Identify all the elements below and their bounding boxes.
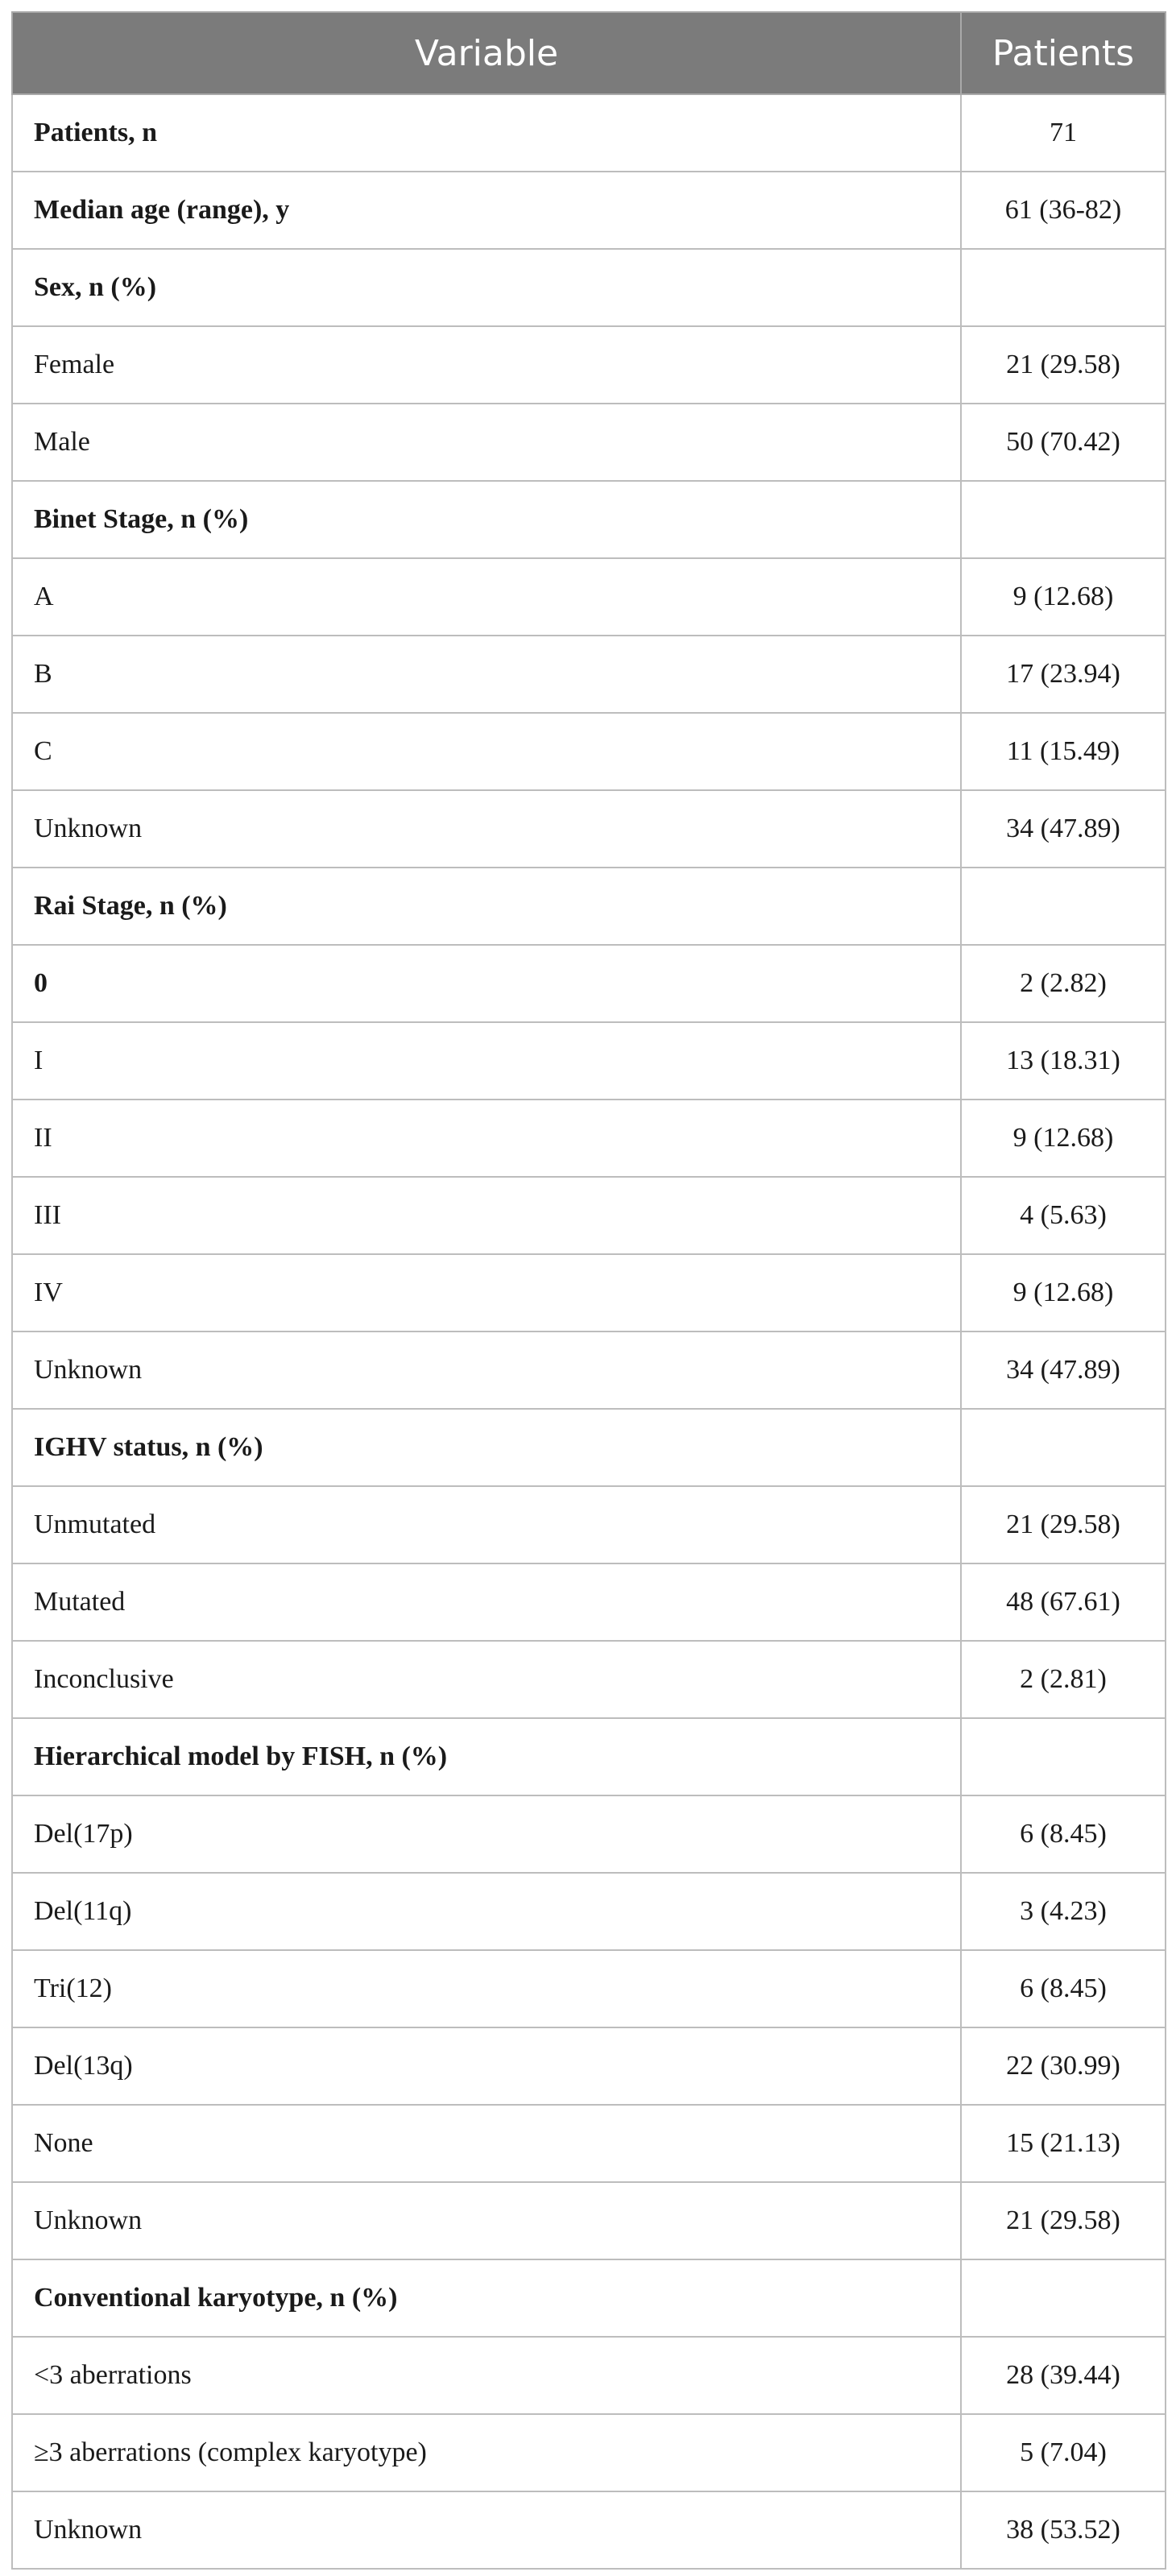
row-patients-cell [961, 868, 1166, 945]
row-patients-cell: 2 (2.81) [961, 1641, 1166, 1718]
table-row [12, 2027, 1166, 2105]
row-patients-cell: 9 (12.68) [961, 1100, 1166, 1177]
row-variable-cell: Unknown [12, 790, 961, 868]
table-row [12, 2105, 1166, 2182]
table-row [12, 326, 1166, 404]
row-patients-cell: 61 (36-82) [961, 172, 1166, 249]
patient-characteristics-table [11, 11, 1166, 2570]
table-row [12, 172, 1166, 249]
row-variable-cell: Conventional karyotype, n (%) [12, 2259, 961, 2337]
row-variable-cell: Unknown [12, 2182, 961, 2259]
row-patients-cell: 2 (2.82) [961, 945, 1166, 1022]
row-variable-cell: Tri(12) [12, 1950, 961, 2027]
row-patients-cell: 71 [961, 94, 1166, 172]
row-variable-cell: Hierarchical model by FISH, n (%) [12, 1718, 961, 1795]
row-patients-cell: 13 (18.31) [961, 1022, 1166, 1100]
table-row [12, 1873, 1166, 1950]
row-variable-cell: 0 [12, 945, 961, 1022]
row-variable-cell: II [12, 1100, 961, 1177]
row-patients-cell: 48 (67.61) [961, 1563, 1166, 1641]
header-patients: Patients [961, 12, 1166, 94]
row-variable-cell: Median age (range), y [12, 172, 961, 249]
patient-characteristics-table-container [11, 11, 1165, 2570]
table-row [12, 1177, 1166, 1254]
row-patients-cell: 4 (5.63) [961, 1177, 1166, 1254]
table-row [12, 1950, 1166, 2027]
row-variable-cell: Patients, n [12, 94, 961, 172]
table-row [12, 945, 1166, 1022]
row-variable-cell: Del(17p) [12, 1795, 961, 1873]
table-row [12, 636, 1166, 713]
row-patients-cell: 38 (53.52) [961, 2491, 1166, 2569]
table-row [12, 249, 1166, 326]
table-row [12, 1254, 1166, 1331]
table-row [12, 404, 1166, 481]
table-row [12, 790, 1166, 868]
table-row [12, 1022, 1166, 1100]
row-variable-cell: Unknown [12, 1331, 961, 1409]
row-variable-cell: Sex, n (%) [12, 249, 961, 326]
row-patients-cell: 21 (29.58) [961, 2182, 1166, 2259]
row-patients-cell: 21 (29.58) [961, 326, 1166, 404]
table-row [12, 1486, 1166, 1563]
row-variable-cell: Del(11q) [12, 1873, 961, 1950]
row-patients-cell: 22 (30.99) [961, 2027, 1166, 2105]
row-variable-cell: Binet Stage, n (%) [12, 481, 961, 558]
table-row [12, 558, 1166, 636]
table-row [12, 1563, 1166, 1641]
row-patients-cell [961, 481, 1166, 558]
row-patients-cell: 3 (4.23) [961, 1873, 1166, 1950]
row-variable-cell: Unmutated [12, 1486, 961, 1563]
row-variable-cell: IV [12, 1254, 961, 1331]
table-row [12, 868, 1166, 945]
row-variable-cell: Del(13q) [12, 2027, 961, 2105]
row-patients-cell: 34 (47.89) [961, 1331, 1166, 1409]
row-variable-cell: Rai Stage, n (%) [12, 868, 961, 945]
row-patients-cell: 15 (21.13) [961, 2105, 1166, 2182]
table-row [12, 1718, 1166, 1795]
row-patients-cell: 9 (12.68) [961, 558, 1166, 636]
row-patients-cell: 50 (70.42) [961, 404, 1166, 481]
row-variable-cell: I [12, 1022, 961, 1100]
row-patients-cell: 6 (8.45) [961, 1795, 1166, 1873]
header-variable: Variable [12, 12, 961, 94]
table-row [12, 94, 1166, 172]
header-row [12, 12, 1166, 94]
row-variable-cell: Unknown [12, 2491, 961, 2569]
row-variable-cell: Mutated [12, 1563, 961, 1641]
table-row [12, 2182, 1166, 2259]
row-patients-cell: 28 (39.44) [961, 2337, 1166, 2414]
row-patients-cell: 5 (7.04) [961, 2414, 1166, 2491]
row-variable-cell: C [12, 713, 961, 790]
row-patients-cell: 9 (12.68) [961, 1254, 1166, 1331]
row-patients-cell [961, 1718, 1166, 1795]
table-row [12, 1795, 1166, 1873]
row-variable-cell: None [12, 2105, 961, 2182]
row-variable-cell: A [12, 558, 961, 636]
table-row [12, 481, 1166, 558]
row-patients-cell: 6 (8.45) [961, 1950, 1166, 2027]
row-patients-cell: 11 (15.49) [961, 713, 1166, 790]
row-patients-cell: 34 (47.89) [961, 790, 1166, 868]
table-row [12, 2414, 1166, 2491]
row-variable-cell: III [12, 1177, 961, 1254]
table-row [12, 1641, 1166, 1718]
row-variable-cell: <3 aberrations [12, 2337, 961, 2414]
row-variable-cell: Female [12, 326, 961, 404]
row-patients-cell [961, 249, 1166, 326]
table-body [12, 94, 1166, 2569]
table-row [12, 713, 1166, 790]
row-patients-cell: 21 (29.58) [961, 1486, 1166, 1563]
row-variable-cell: Male [12, 404, 961, 481]
row-variable-cell: B [12, 636, 961, 713]
row-patients-cell [961, 2259, 1166, 2337]
row-patients-cell: 17 (23.94) [961, 636, 1166, 713]
table-row [12, 2259, 1166, 2337]
row-variable-cell: ≥3 aberrations (complex karyotype) [12, 2414, 961, 2491]
table-row [12, 1331, 1166, 1409]
table-header [12, 12, 1166, 94]
row-patients-cell [961, 1409, 1166, 1486]
row-variable-cell: Inconclusive [12, 1641, 961, 1718]
row-variable-cell: IGHV status, n (%) [12, 1409, 961, 1486]
table-row [12, 1409, 1166, 1486]
table-row [12, 1100, 1166, 1177]
table-row [12, 2491, 1166, 2569]
table-row [12, 2337, 1166, 2414]
